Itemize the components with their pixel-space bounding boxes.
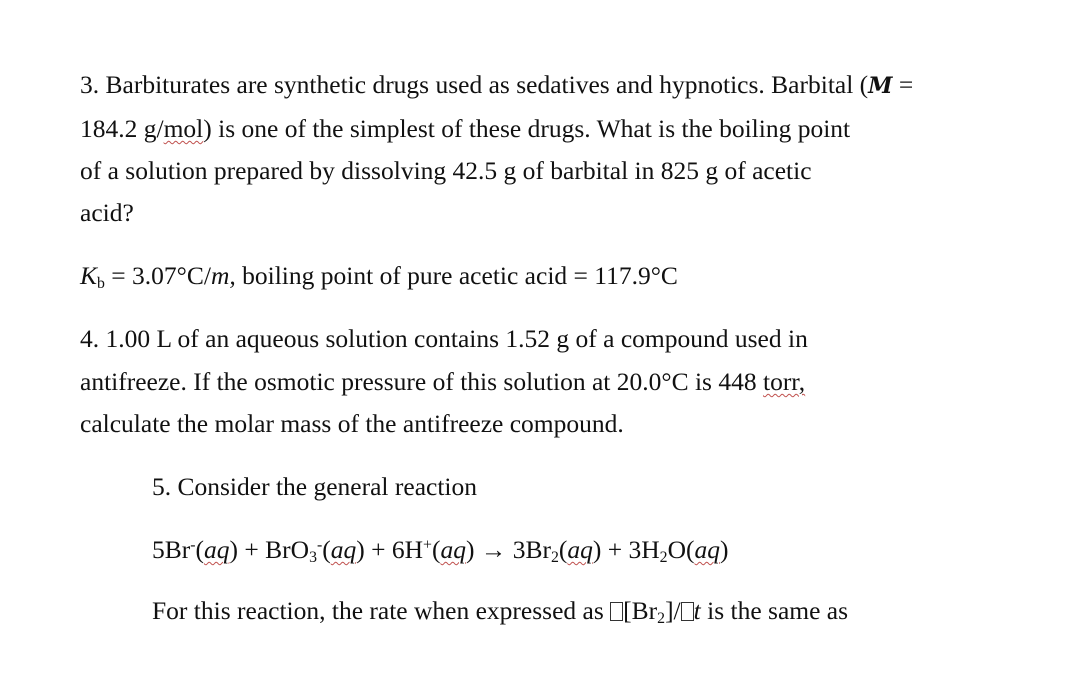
q3-line-3: of a solution prepared by dissolving 42.5 g of barbital in 825 g of acetic [80,156,812,185]
q3-number: 3. [80,70,100,99]
state-label: aq [694,535,720,564]
missing-glyph-box-icon [610,602,623,621]
q4-line-3: calculate the molar mass of the antifreeze compound. [80,409,624,438]
q3-line-4: acid? [80,198,134,227]
q3-line-2: 184.2 g/mol) is one of the simplest of these drugs. What is the boiling point [80,114,851,143]
state-label: aq [204,535,230,564]
q4-number: 4. [80,324,100,353]
molar-mass-symbol: M [868,73,893,99]
q5-intro-line: 5. Consider the general reaction [152,472,478,501]
spellcheck-word: mol [163,114,204,143]
reaction-equation: $5Br^-(aq) + BrO_3^-(aq) + 6H^+(aq) \to 3Br_2(aq) + 3H_2O(aq)$ [152,535,729,566]
state-label: aq [567,535,593,564]
q5-number: 5. [152,472,172,501]
state-label: aq [330,535,357,564]
q4-line-2: antifreeze. If the osmotic pressure of this solution at 20.0°C is 448 torr, [80,367,806,396]
q4-line-1: 4. 1.00 L of an aqueous solution contains 1.52 g of a compound used in [80,324,808,353]
state-label: aq [440,535,466,564]
missing-glyph-box-icon [681,602,694,621]
q3-line-1: 3. Barbiturates are synthetic drugs used as sedatives and hypnotics. Barbital (M = [80,70,914,99]
spellcheck-word: torr, [762,367,806,396]
rate-expression-line: For this reaction, the rate when expressed as $[Br_2]/$ t is the same as [152,596,849,627]
kb-constant-line: $K_b = 3.07^\circ C/m$, boiling point of pure acetic acid = 117.9°C [80,261,678,292]
